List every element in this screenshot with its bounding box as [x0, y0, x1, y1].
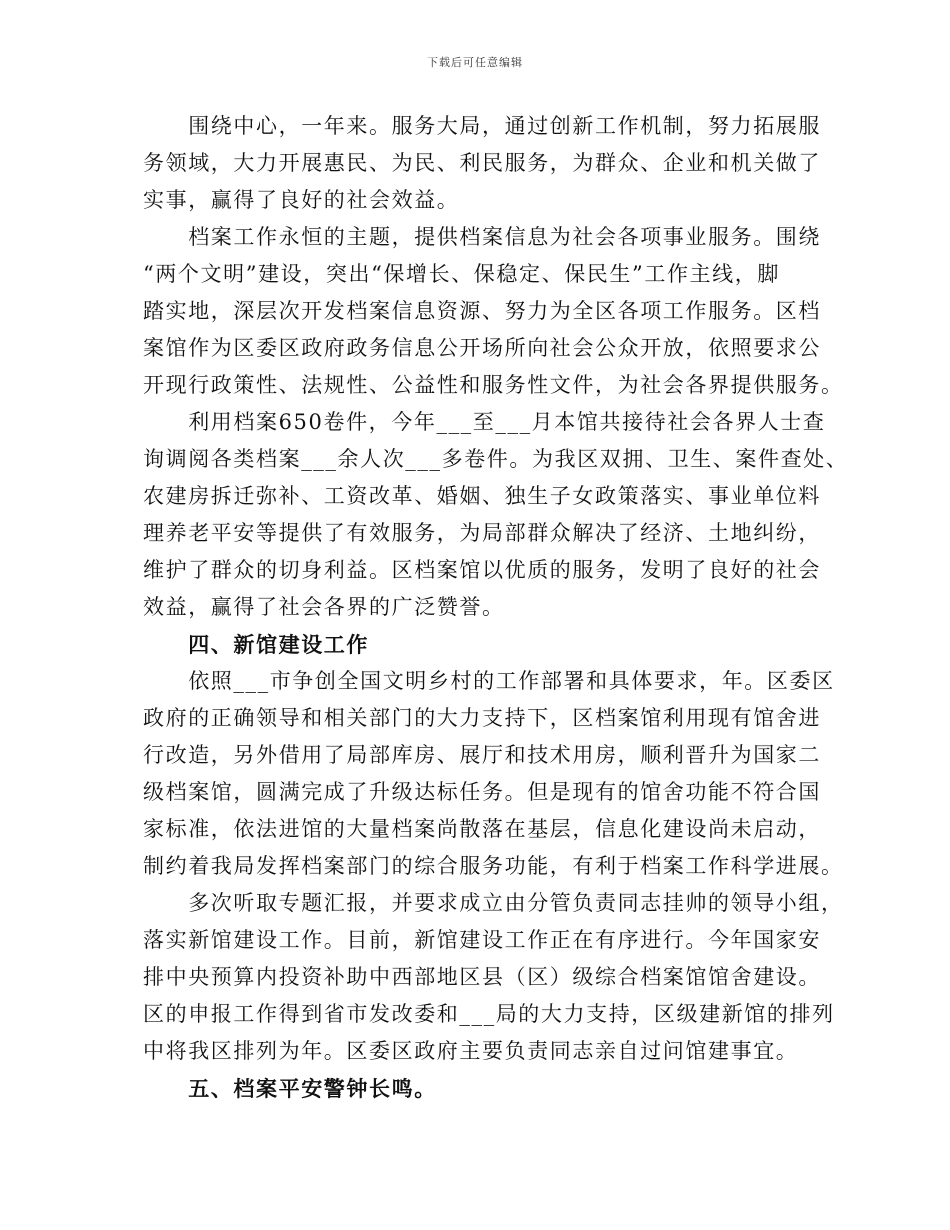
- text-line: 制约着我局发挥档案部门的综合服务功能，有利于档案工作科学进展。: [143, 854, 844, 878]
- section-heading: 四、新馆建设工作: [143, 632, 369, 657]
- text-line: 档案工作永恒的主题，提供档案信息为社会各项事业服务。围绕: [143, 225, 821, 249]
- text-line: 实事，赢得了良好的社会效益。: [143, 188, 460, 212]
- text-line: 案馆作为区委区政府政务信息公开场所向社会公众开放，依照要求公: [143, 336, 821, 360]
- text-line: 理养老平安等提供了有效服务，为局部群众解决了经济、土地纠纷，: [143, 521, 821, 545]
- text-line: 多次听取专题汇报，并要求成立由分管负责同志挂帅的领导小组，: [143, 891, 844, 915]
- text-line: 落实新馆建设工作。目前，新馆建设工作正在有序进行。今年国家安: [143, 928, 821, 952]
- text-line: 农建房拆迁弥补、工资改革、婚姻、独生子女政策落实、事业单位料: [143, 484, 821, 508]
- text-line: 中将我区排列为年。区委区政府主要负责同志亲自过问馆建事宜。: [143, 1039, 799, 1063]
- text-line: 排中央预算内投资补助中西部地区县（区）级综合档案馆馆舍建设。: [143, 965, 821, 989]
- text-line: 围绕中心，一年来。服务大局，通过创新工作机制，努力拓展服: [143, 114, 821, 138]
- document-body: [143, 108, 849, 1107]
- text-line: 行改造，另外借用了局部库房、展厅和技术用房，顺利晋升为国家二: [143, 743, 821, 767]
- text-line: 依照___市争创全国文明乡村的工作部署和具体要求，年。区委区: [143, 669, 835, 693]
- text-line: 开现行政策性、法规性、公益性和服务性文件，为社会各界提供服务。: [143, 373, 844, 397]
- text-line: “两个文明”建设，突出“保增长、保稳定、保民生”工作主线，脚: [143, 262, 780, 286]
- text-line: 利用档案650卷件，今年___至___月本馆共接待社会各界人士查: [143, 410, 826, 434]
- text-line: 踏实地，深层次开发档案信息资源、努力为全区各项工作服务。区档: [143, 299, 821, 323]
- text-line: 维护了群众的切身利益。区档案馆以优质的服务，发明了良好的社会: [143, 558, 821, 582]
- text-line: 区的申报工作得到省市发改委和___局的大力支持，区级建新馆的排列: [143, 1002, 835, 1026]
- text-line: 家标准，依法进馆的大量档案尚散落在基层，信息化建设尚未启动，: [143, 817, 821, 841]
- page-header: 下载后可任意编辑: [427, 56, 523, 69]
- section-heading: 五、档案平安警钟长鸣。: [143, 1076, 437, 1101]
- text-line: 级档案馆，圆满完成了升级达标任务。但是现有的馆舍功能不符合国: [143, 780, 821, 804]
- text-line: 政府的正确领导和相关部门的大力支持下，区档案馆利用现有馆舍进: [143, 706, 821, 730]
- text-line: 效益，赢得了社会各界的广泛赞誉。: [143, 595, 505, 619]
- text-line: 务领域，大力开展惠民、为民、利民服务，为群众、企业和机关做了: [143, 151, 821, 175]
- text-line: 询调阅各类档案___余人次___多卷件。为我区双拥、卫生、案件查处、: [143, 447, 849, 471]
